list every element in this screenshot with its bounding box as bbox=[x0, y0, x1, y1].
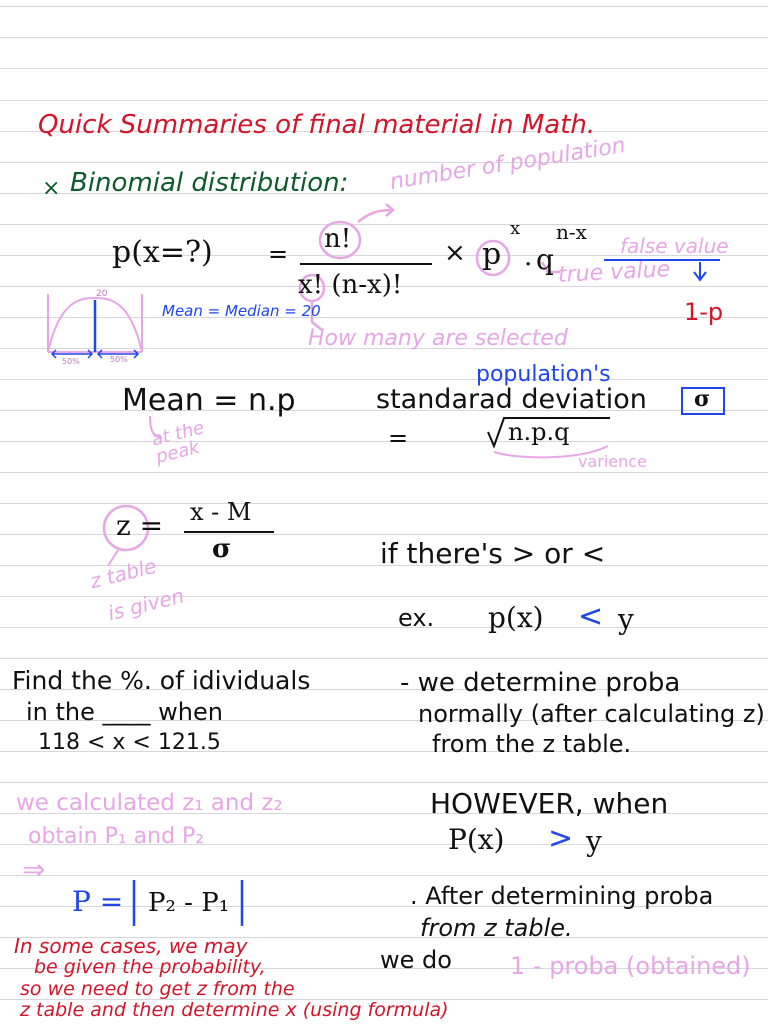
however-sign: > bbox=[548, 821, 574, 856]
calc-p-lhs: P = bbox=[72, 885, 124, 918]
find-line3: 118 < x < 121.5 bbox=[38, 730, 221, 755]
graph-left-percent: 50% bbox=[62, 357, 80, 366]
note-false-value: false value bbox=[620, 234, 729, 258]
formula-lhs: p(x=?) bbox=[112, 235, 213, 270]
distribution-graph-lines bbox=[48, 294, 142, 358]
compare-ex-y: y bbox=[618, 603, 634, 636]
note-true-value: true value bbox=[557, 257, 671, 288]
formula-p: p bbox=[482, 237, 502, 272]
std-label-top: population's bbox=[476, 362, 611, 387]
graph-mean-median-note: Mean = Median = 20 bbox=[162, 302, 321, 320]
note-how-many-selected: How many are selected bbox=[308, 326, 568, 351]
compare-ex-sign: < bbox=[578, 599, 604, 634]
formula-dot: . bbox=[524, 242, 533, 272]
std-equals: = bbox=[388, 424, 409, 452]
formula-q-exponent: n-x bbox=[556, 220, 587, 244]
find-line2: in the ____ when bbox=[26, 698, 223, 726]
calc-p-expr: P₂ - P₁ bbox=[148, 888, 230, 918]
formula-q: q bbox=[536, 243, 554, 276]
complement-1-p: 1-p bbox=[684, 298, 724, 326]
cases-line1: In some cases, we may bbox=[14, 934, 248, 958]
calc-line2: obtain P₁ and P₂ bbox=[28, 824, 205, 849]
graph-peak-label: 20 bbox=[96, 289, 108, 299]
std-symbol: σ bbox=[694, 386, 711, 412]
std-variance-note: varience bbox=[578, 452, 647, 471]
note-number-of-population: number of population bbox=[388, 133, 628, 195]
compare-ex-expr: p(x) bbox=[488, 601, 544, 634]
find-line1: Find the %. of idividuals bbox=[12, 666, 311, 695]
however-y: y bbox=[586, 825, 602, 858]
calc-arrow: ⇒ bbox=[22, 853, 46, 886]
formula-numerator: n! bbox=[324, 224, 352, 254]
section-bullet: × bbox=[42, 176, 61, 201]
z-note-line1: z table bbox=[87, 553, 159, 594]
determine-line3: from the z table. bbox=[432, 730, 632, 758]
z-denominator: σ bbox=[212, 534, 232, 564]
z-note-line2: is given bbox=[105, 583, 187, 626]
determine-line2: normally (after calculating z) bbox=[418, 700, 765, 728]
z-lhs: z = bbox=[116, 509, 164, 542]
compare-ex-label: ex. bbox=[398, 604, 435, 632]
after-result: 1 - proba (obtained) bbox=[510, 952, 751, 980]
cases-line2: be given the probability, bbox=[34, 956, 266, 978]
formula-denominator: x! (n-x)! bbox=[298, 270, 403, 300]
graph-right-percent: 50% bbox=[110, 355, 128, 364]
section-heading: Binomial distribution: bbox=[70, 168, 349, 198]
after-line3: we do bbox=[380, 946, 452, 974]
however-line1: HOWEVER, when bbox=[430, 787, 669, 820]
page-title: Quick Summaries of final material in Math. bbox=[38, 110, 596, 140]
formula-equals: = bbox=[268, 240, 289, 268]
formula-times: × bbox=[444, 238, 466, 268]
formula-p-exponent: x bbox=[510, 218, 521, 239]
mean-formula: Mean = n.p bbox=[122, 383, 296, 418]
std-sqrt-content: n.p.q bbox=[508, 418, 570, 446]
after-line1: . After determining proba bbox=[410, 882, 714, 910]
std-label: standarad deviation bbox=[376, 384, 647, 415]
after-line2: from z table. bbox=[420, 914, 573, 942]
z-numerator: x - M bbox=[190, 498, 252, 526]
determine-line1: - we determine proba bbox=[400, 668, 681, 698]
compare-line: if there's > or < bbox=[380, 537, 606, 570]
cases-line3: so we need to get z from the bbox=[20, 978, 295, 1000]
calc-line1: we calculated z₁ and z₂ bbox=[16, 790, 283, 816]
however-expr: P(x) bbox=[448, 823, 505, 856]
mean-note: at the peak bbox=[149, 417, 207, 468]
cases-line4: z table and then determine x (using formula) bbox=[20, 999, 449, 1021]
